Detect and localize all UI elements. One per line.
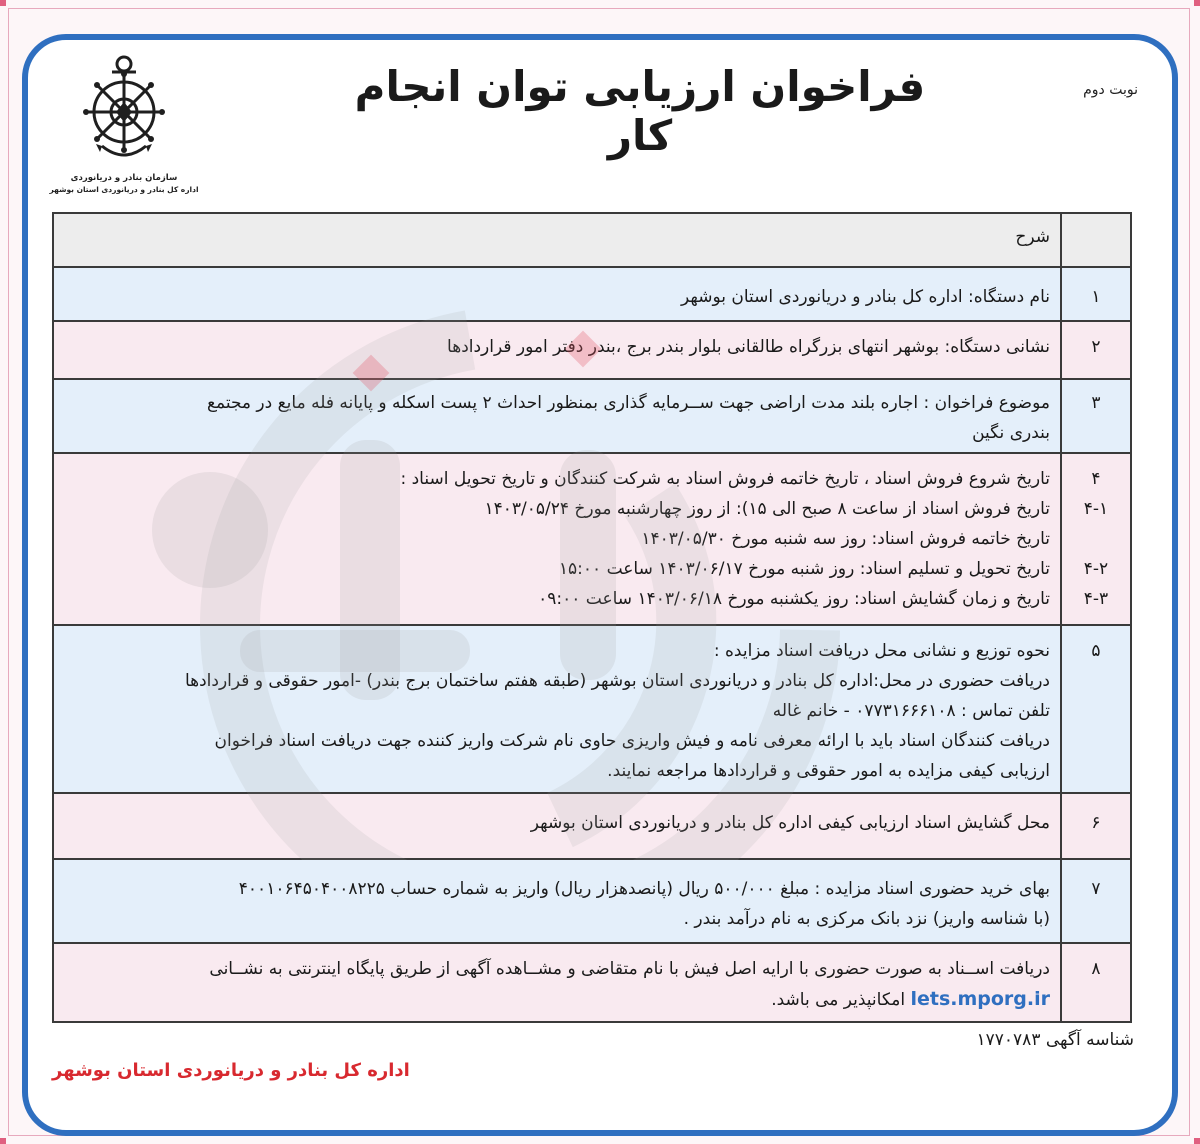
text-line: موضوع فراخوان : اجاره بلند مدت اراضی جهت ســرمایه گذاری بمنظور احداث ۲ پست اسکله و پایانه فله مایع در مجتمع bbox=[206, 393, 1050, 413]
row-text bbox=[53, 859, 1061, 943]
text-line: دریافت اســناد به صورت حضوری با ارایه اصل فیش با نام متقاضی و مشــاهده آگهی از طریق پایگاه اینترنتی به نشــانی bbox=[209, 959, 1050, 979]
row-text bbox=[53, 453, 1061, 625]
sub-number: ۴-۲ bbox=[1083, 559, 1109, 579]
text-line: بهای خرید حضوری اسناد مزایده : مبلغ ۵۰۰/۰۰۰ ریال (پانصدهزار ریال) واریز به شماره حساب ۴۰۰۱۰۶۴۵۰۴۰۰۸۲۲۵ bbox=[238, 879, 1050, 899]
footer-organization: اداره کل بنادر و دریانوردی استان بوشهر bbox=[52, 1060, 410, 1081]
corner-mark bbox=[0, 0, 6, 6]
logo-caption: سازمان بنادر و دریانوردی bbox=[70, 173, 178, 183]
row-text bbox=[53, 943, 1061, 1022]
row-text: نشانی دستگاه: بوشهر انتهای بزرگراه طالقانی بلوار بندر برج ،بندر دفتر امور قراردادها bbox=[53, 321, 1061, 379]
text-segment: امکانپذیر می باشد. bbox=[771, 990, 906, 1010]
corner-mark bbox=[1194, 0, 1200, 6]
row-number: ۶ bbox=[1061, 793, 1131, 859]
website-link[interactable]: lets.mporg.ir bbox=[910, 988, 1050, 1010]
description-header: شرح bbox=[53, 213, 1061, 267]
table-header-row bbox=[53, 213, 1131, 267]
sub-number: ۴-۱ bbox=[1083, 499, 1109, 519]
table-row bbox=[53, 943, 1131, 1022]
corner-mark bbox=[1194, 1138, 1200, 1144]
table-row bbox=[53, 321, 1131, 379]
text-line: تاریخ فروش اسناد از ساعت ۸ صبح الی ۱۵): از روز چهارشنبه مورخ ۱۴۰۳/۰۵/۲۴ bbox=[484, 499, 1050, 519]
table-row bbox=[53, 267, 1131, 321]
table-row bbox=[53, 859, 1131, 943]
row-text bbox=[53, 379, 1061, 453]
table-row bbox=[53, 453, 1131, 625]
page-title: فراخوان ارزیابی توان انجام کار bbox=[354, 62, 926, 160]
organization-logo bbox=[44, 52, 204, 212]
row-text: نام دستگاه: اداره کل بنادر و دریانوردی استان بوشهر bbox=[53, 267, 1061, 321]
text-line bbox=[64, 984, 1050, 1015]
text-line: (با شناسه واریز) نزد بانک مرکزی به نام درآمد بندر . bbox=[683, 909, 1050, 929]
text-line: تاریخ تحویل و تسلیم اسناد: روز شنبه مورخ ۱۴۰۳/۰۶/۱۷ ساعت ۱۵:۰۰ bbox=[558, 559, 1050, 579]
round-label: نوبت دوم bbox=[1083, 82, 1138, 98]
text-line: تاریخ و زمان گشایش اسناد: روز یکشنبه مورخ ۱۴۰۳/۰۶/۱۸ ساعت ۰۹:۰۰ bbox=[538, 589, 1050, 609]
table-row bbox=[53, 625, 1131, 793]
text-line: نحوه توزیع و نشانی محل دریافت اسناد مزایده : bbox=[713, 641, 1050, 661]
text-line: ارزیابی کیفی مزایده به امور حقوقی و قراردادها مراجعه نمایند. bbox=[607, 761, 1050, 781]
ad-identifier: شناسه آگهی ۱۷۷۰۷۸۳ bbox=[976, 1030, 1134, 1050]
row-number: ۵ bbox=[1061, 625, 1131, 793]
text-line: دریافت کنندگان اسناد باید با ارائه معرفی نامه و فیش واریزی حاوی نام شرکت واریز کننده جهت دریافت اسناد فراخوان bbox=[214, 731, 1050, 751]
corner-mark bbox=[0, 1138, 6, 1144]
anchor-wheel-icon bbox=[72, 52, 176, 168]
text-line: تلفن تماس : ۰۷۷۳۱۶۶۶۱۰۸ - خانم غاله bbox=[772, 701, 1050, 721]
row-number: ۸ bbox=[1061, 943, 1131, 1022]
sub-number: ۴-۳ bbox=[1083, 589, 1109, 609]
text-line: تاریخ شروع فروش اسناد ، تاریخ خاتمه فروش اسناد به شرکت کنندگان و تاریخ تحویل اسناد : bbox=[400, 469, 1050, 489]
row-number: ۷ bbox=[1061, 859, 1131, 943]
text-line: تاریخ خاتمه فروش اسناد: روز سه شنبه مورخ ۱۴۰۳/۰۵/۳۰ bbox=[641, 529, 1050, 549]
sub-number-blank bbox=[1063, 524, 1129, 554]
details-table bbox=[52, 212, 1132, 1023]
row-text bbox=[53, 625, 1061, 793]
text-line: بندری نگین bbox=[972, 423, 1050, 443]
logo-caption: اداره کل بنادر و دریانوردی استان بوشهر bbox=[49, 185, 199, 194]
row-number: ۳ bbox=[1061, 379, 1131, 453]
table-row bbox=[53, 793, 1131, 859]
text-line: دریافت حضوری در محل:اداره کل بنادر و دریانوردی استان بوشهر (طبقه هفتم ساختمان برج بندر) -امور حقوقی و قراردادها bbox=[184, 671, 1050, 691]
number-column-header bbox=[1061, 213, 1131, 267]
row-number bbox=[1061, 453, 1131, 625]
row-number: ۱ bbox=[1061, 267, 1131, 321]
row-number-main: ۴ bbox=[1091, 469, 1101, 489]
table-row bbox=[53, 379, 1131, 453]
row-number: ۲ bbox=[1061, 321, 1131, 379]
row-text: محل گشایش اسناد ارزیابی کیفی اداره کل بنادر و دریانوردی استان بوشهر bbox=[53, 793, 1061, 859]
